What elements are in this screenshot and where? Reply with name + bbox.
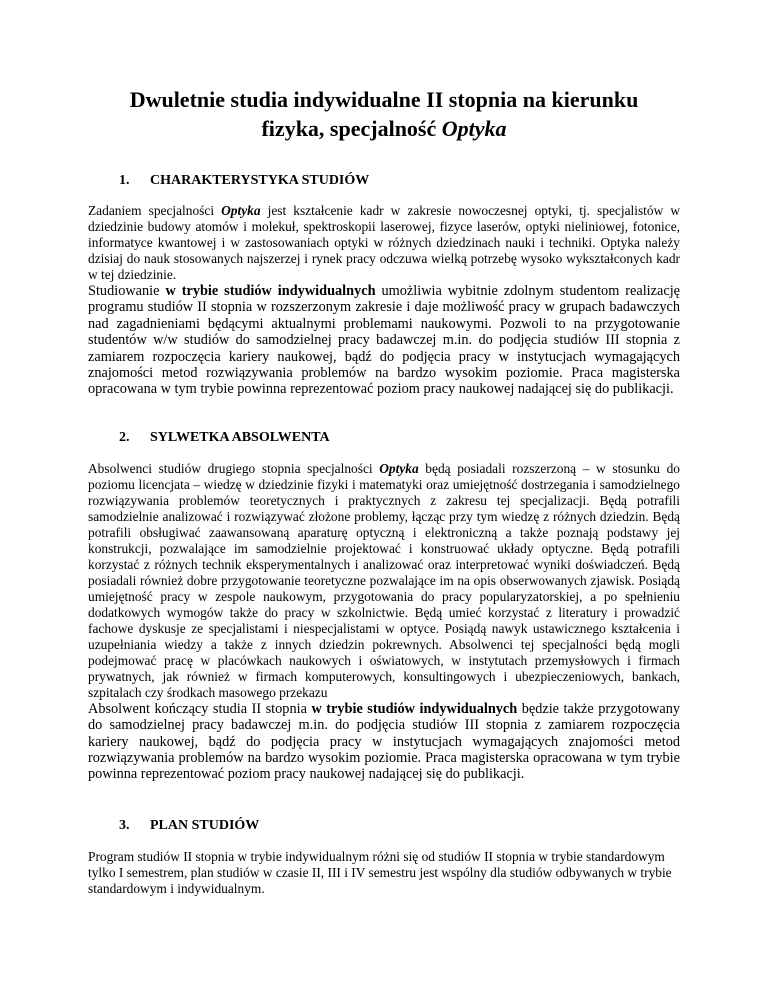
section-2-paragraph-1-text: Absolwenci studiów drugiego stopnia specjalności <box>88 460 380 476</box>
section-1-number: 1. <box>119 173 130 188</box>
section-1-paragraph-1-text-cont: jest kształcenie kadr w zakresie nowoczesnej optyki, tj. specjalistów w dziedzinie budowy atomów i molekuł, spektroskopii laserowej, fizyce laserów, optyki nieliniowej, fotonice, informatyce kwantowej i w zastosowaniach optyki w różnych dziedzinach nauki i techniki. Optyka należy dzisiaj do nauk stosowanych najszerzej i rynek pracy odczuwa wielką potrzebę wysoko wykształconych kadr w tej dziedzinie. <box>88 203 680 282</box>
section-3-heading <box>88 817 680 835</box>
section-2-paragraph-2-text-cont: będzie także przygotowany do samodzielnej pracy badawczej m.in. do podjęcia studiów III stopnia z zamiarem rozpoczęcia kariery naukowej, bądź do podjęcia pracy w instytucjach wymagających znajomości metod rozwiązywania problemów na bardzo wysokim poziomie. Praca magisterska opracowana w tym trybie powinna reprezentować poziom pracy naukowej nadającej się do publikacji. <box>88 700 680 783</box>
section-1-paragraph-1-emphasis: Optyka <box>221 203 261 218</box>
section-2-paragraph-2-bold: w trybie studiów indywidualnych <box>311 700 518 717</box>
section-2-paragraph-2-text: Absolwent kończący studia II stopnia <box>88 700 312 717</box>
document-title-line2-emphasis: Optyka <box>441 116 507 141</box>
section-1-title: CHARAKTERYSTYKA STUDIÓW <box>150 173 370 188</box>
section-2-paragraph-1-text-cont: będą posiadali rozszerzoną – w stosunku do poziomu licencjata – wiedzę w dziedzinie fizyki i matematyki oraz umiejętność dostrzegania i samodzielnego rozwiązywania problemów teoretycznych i praktycznych z zakresu tej specjalizacji. Będą potrafili samodzielnie analizować i rozwiązywać złożone problemy, łącząc przy tym wiedzę z różnych dziedzin. Będą potrafili obsługiwać zaawansowaną aparaturę optyczną i elektroniczną a także poznają podstawy jej konstrukcji, pozwalające im samodzielnie projektować i konstruować układy optyczne. Będą potrafili korzystać z różnych technik eksperymentalnych i analizować oraz interpretować wyniki doświadczeń. Będą posiadali również dobre przygotowanie teoretyczne pozwalające im na opis obserwowanych zjawisk. Posiądą umiejętność pracy w zespole naukowym, przygotowania do pracy popularyzatorskiej, a po spełnieniu dodatkowych wymogów także do pracy w szkolnictwie. Będą umieć korzystać z literatury i prowadzić fachowe dyskusje ze specjalistami i niespecjalistami w optyce. Posiądą nawyk ustawicznego kształcenia i uzupełniania wiedzy a także z innych dziedzin pokrewnych. Absolwenci tej specjalności będą mogli podejmować pracę w placówkach naukowych i oświatowych, w instytutach przemysłowych i firmach prywatnych, jak również w firmach komputerowych, konsultingowych i ubezpieczeniowych, bankach, szpitalach czy środkach masowego przekazu <box>88 460 680 700</box>
document-title-line1: Dwuletnie studia indywidualne II stopnia na kierunku <box>129 87 639 112</box>
section-2-paragraph-1-emphasis: Optyka <box>379 460 419 476</box>
section-2-title: SYLWETKA ABSOLWENTA <box>150 429 330 445</box>
section-1-paragraph-2-bold: w trybie studiów indywidualnych <box>165 283 376 299</box>
section-2-paragraph-1 <box>88 461 680 701</box>
section-2-heading <box>88 429 680 447</box>
section-1-paragraph-1 <box>88 203 680 283</box>
section-1-paragraph-2-text: Studiowanie <box>88 283 166 299</box>
section-1-paragraph-1-text: Zadaniem specjalności <box>88 203 222 218</box>
section-3-paragraph-1: Program studiów II stopnia w trybie indywidualnym różni się od studiów II stopnia w trybie standardowym tylko I semestrem, plan studiów w czasie II, III i IV semestru jest wspólny dla studiów odbywanych w trybie standardowym i indywidualnym. <box>88 848 672 896</box>
section-3-title: PLAN STUDIÓW <box>150 817 260 833</box>
document-title <box>88 85 680 143</box>
document-page <box>88 0 680 897</box>
section-2-paragraph-2 <box>88 701 680 783</box>
document-title-line2-prefix: fizyka, specjalność <box>261 116 442 141</box>
section-1-paragraph-2 <box>88 283 680 398</box>
section-1-heading <box>88 172 680 190</box>
section-2-number: 2. <box>119 429 130 445</box>
section-1-paragraph-2-text-cont: umożliwia wybitnie zdolnym studentom realizację programu studiów II stopnia w rozszerzonym zakresie i daje możliwość pracy w grupach badawczych nad zagadnieniami będącymi aktualnymi problemami naukowymi. Pozwoli to na przygotowanie studentów w/w studiów do samodzielnej pracy badawczej m.in. do podjęcia studiów III stopnia z zamiarem rozpoczęcia kariery naukowej, bądź do podjęcia pracy w instytucjach wymagających znajomości metod rozwiązywania problemów na bardzo wysokim poziomie. Praca magisterska opracowana w tym trybie powinna reprezentować poziom pracy naukowej nadającej się do publikacji. <box>88 283 681 398</box>
section-3-number: 3. <box>119 817 130 833</box>
